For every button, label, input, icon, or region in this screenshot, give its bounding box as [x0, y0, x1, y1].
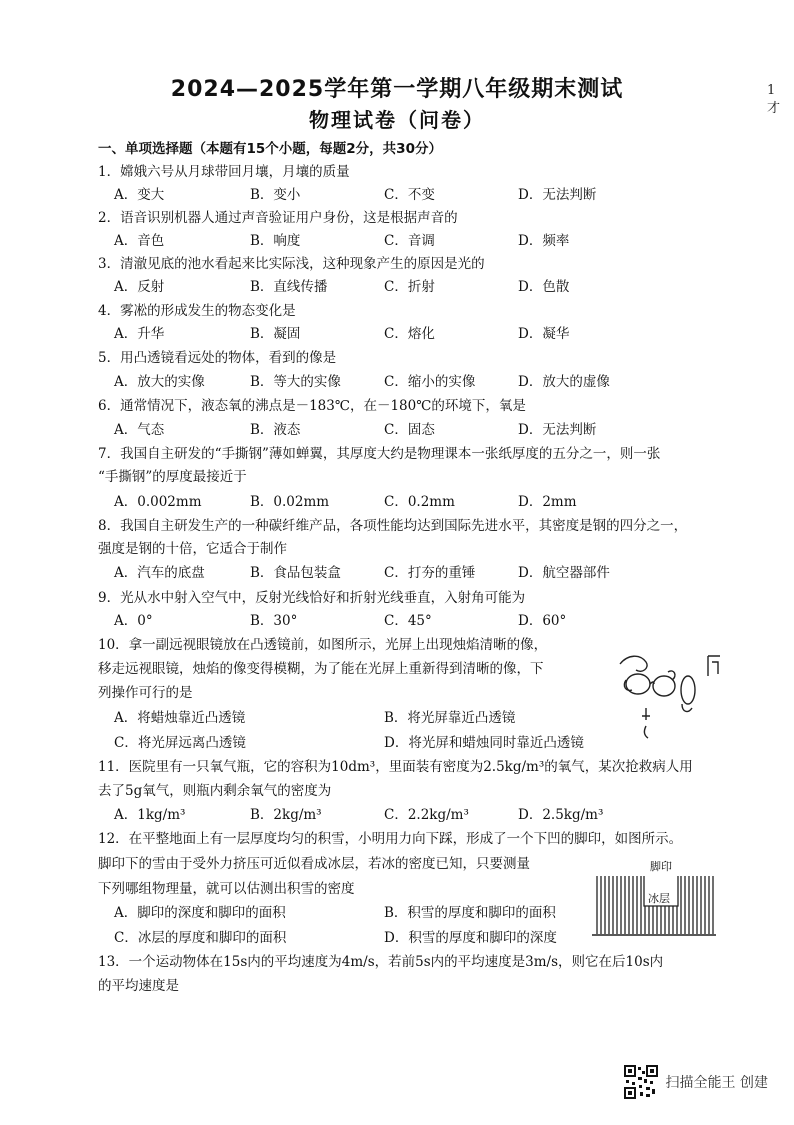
exam-title: 2024—2025学年第一学期八年级期末测试: [170, 77, 624, 102]
edge-mark: 1: [766, 83, 776, 98]
option: B．直线传播: [250, 279, 328, 295]
qr-code-icon: [624, 1065, 658, 1099]
edge-marks: [767, 82, 780, 118]
option: B．30°: [250, 613, 298, 629]
question-text: 6．通常情况下，液态氧的沸点是－183℃，在－180℃的环境下，氧是: [98, 398, 526, 414]
question-text: 的平均速度是: [98, 978, 179, 994]
option: C．缩小的实像: [384, 374, 476, 390]
question-text: 下列哪组物理量，就可以估测出积雪的密度: [98, 881, 355, 897]
question-text: 11．医院里有一只氧气瓶，它的容积为10dm³，里面装有密度为2.5kg/m³的氧气，某次抢救病人用: [98, 759, 693, 775]
question-text: 12．在平整地面上有一层厚度均匀的积雪，小明用力向下踩，形成了一个下凹的脚印，如图所示。: [98, 831, 683, 847]
option: C．熔化: [384, 326, 435, 342]
scanner-watermark: [624, 1065, 768, 1099]
exam-subtitle: 物理试卷（问卷）: [309, 108, 485, 132]
option: C．固态: [384, 422, 435, 438]
option: A．0.002mm: [114, 494, 202, 510]
question-text: 1．嫦娥六号从月球带回月壤，月壤的质量: [98, 164, 350, 180]
option: C．冰层的厚度和脚印的面积: [114, 930, 287, 946]
option: D．色散: [518, 279, 570, 295]
question-text: 8．我国自主研发生产的一种碳纤维产品，各项性能均达到国际先进水平，其密度是钢的四分之一，: [98, 518, 688, 534]
question-text: 列操作可行的是: [98, 685, 193, 701]
option: B．等大的实像: [250, 374, 341, 390]
snow-footprint-figure: [592, 856, 716, 940]
light-screen: [708, 656, 720, 676]
ice-layer-label: 冰层: [648, 892, 670, 905]
option: B．液态: [250, 422, 301, 438]
question-text: 去了5g氧气，则瓶内剩余氧气的密度为: [98, 783, 332, 799]
option: A．脚印的深度和脚印的面积: [114, 905, 286, 921]
option: C．将光屏远离凸透镜: [114, 735, 246, 751]
glasses-frame: [620, 656, 647, 671]
question-text: 2．语音识别机器人通过声音验证用户身份，这是根据声音的: [98, 210, 458, 226]
lens-experiment-figure: [612, 646, 722, 746]
option: B．响度: [250, 233, 301, 249]
glasses-bridge: [650, 682, 654, 684]
question-text: 3．清澈见底的池水看起来比实际浅，这种现象产生的原因是光的: [98, 256, 485, 272]
option: B．积雪的厚度和脚印的面积: [384, 905, 556, 921]
question-text: “手撕钢”的厚度最接近于: [98, 469, 247, 485]
option: B．将光屏靠近凸透镜: [384, 710, 516, 726]
question-text: 5．用凸透镜看远处的物体，看到的像是: [98, 350, 337, 366]
option: D．航空器部件: [518, 565, 610, 581]
option: B．2kg/m³: [250, 807, 322, 823]
option: A．升华: [114, 326, 165, 342]
option: D．2mm: [518, 494, 577, 510]
option: C．不变: [384, 187, 435, 203]
glasses-lens-right: [653, 676, 675, 696]
snow-layer-left: [594, 876, 644, 934]
snow-layer-right: [678, 876, 714, 934]
question-text: 7．我国自主研发的“手撕钢”薄如蝉翼，其厚度大约是物理课本一张纸厚度的五分之一，则一张: [98, 446, 661, 462]
question-text: 13．一个运动物体在15s内的平均速度为4m/s，若前5s内的平均速度是3m/s，则它在后10s内: [98, 954, 664, 970]
option: C．折射: [384, 279, 435, 295]
watermark-text: 扫描全能王 创建: [665, 1075, 768, 1091]
option: D．凝华: [518, 326, 570, 342]
ice-layer-fill: [644, 906, 678, 934]
convex-lens: [681, 676, 695, 704]
option: B．0.02mm: [250, 494, 330, 510]
option: A．0°: [114, 613, 153, 629]
option: C．打夯的重锤: [384, 565, 476, 581]
option: B．凝固: [250, 326, 301, 342]
footprint-label: 脚印: [650, 860, 672, 873]
option: D．无法判断: [518, 187, 597, 203]
option: D．放大的虚像: [518, 374, 610, 390]
option: A．气态: [114, 422, 165, 438]
option: A．将蜡烛靠近凸透镜: [114, 710, 246, 726]
option: D．60°: [518, 613, 567, 629]
option: D．2.5kg/m³: [518, 807, 604, 823]
section-heading: 一、单项选择题（本题有15个小题，每题2分，共30分）: [98, 141, 442, 157]
question-text: 10．拿一副远视眼镜放在凸透镜前，如图所示，光屏上出现烛焰清晰的像，: [98, 637, 548, 653]
option: C．音调: [384, 233, 435, 249]
option: A．放大的实像: [114, 374, 205, 390]
question-text: 强度是钢的十倍，它适合于制作: [98, 541, 287, 557]
option: D．频率: [518, 233, 570, 249]
option: A．反射: [114, 279, 165, 295]
option: A．1kg/m³: [114, 807, 186, 823]
question-text: 9．光从水中射入空气中，反射光线恰好和折射光线垂直，入射角可能为: [98, 590, 526, 606]
option: B．食品包装盒: [250, 565, 341, 581]
option: D．积雪的厚度和脚印的深度: [384, 930, 557, 946]
candle: [642, 708, 650, 720]
option: A．变大: [114, 187, 165, 203]
option: A．音色: [114, 233, 165, 249]
question-text: 4．雾凇的形成发生的物态变化是: [98, 303, 296, 319]
edge-mark: 才: [766, 101, 780, 116]
option: C．2.2kg/m³: [384, 807, 469, 823]
option: C．0.2mm: [384, 494, 455, 510]
option: A．汽车的底盘: [114, 565, 205, 581]
option: C．45°: [384, 613, 432, 629]
option: D．无法判断: [518, 422, 597, 438]
option: B．变小: [250, 187, 301, 203]
question-text: 脚印下的雪由于受外力挤压可近似看成冰层，若冰的密度已知，只要测量: [98, 856, 530, 872]
question-text: 移走远视眼镜，烛焰的像变得模糊，为了能在光屏上重新得到清晰的像，下: [98, 661, 544, 677]
option: D．将光屏和蜡烛同时靠近凸透镜: [384, 735, 584, 751]
